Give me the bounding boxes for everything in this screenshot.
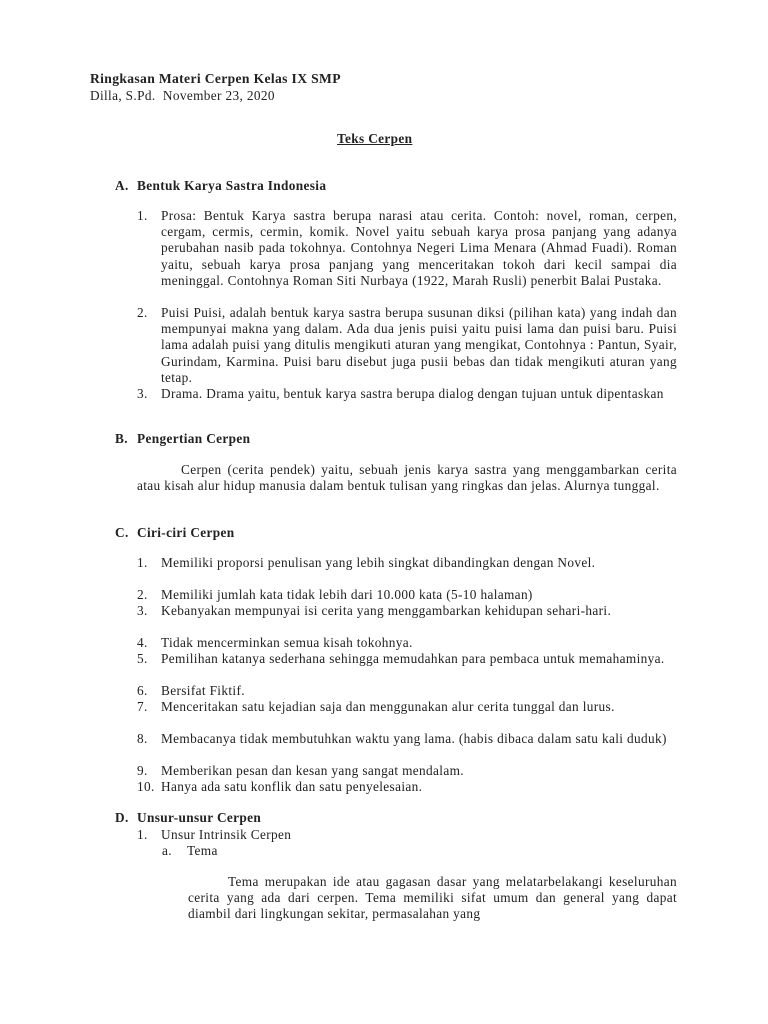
section-a-letter: A.: [115, 178, 129, 193]
list-item-number: 7.: [137, 699, 148, 714]
list-item: [137, 555, 677, 587]
list-item-number: 2.: [137, 305, 148, 320]
document-header-title: Ringkasan Materi Cerpen Kelas IX SMP: [90, 71, 341, 86]
list-item-text: Puisi Puisi, adalah bentuk karya sastra berupa susunan diksi (pilihan kata) yang indah dan mempunyai makna yang dalam. Ada dua jenis puisi yaitu puisi lama dan puisi baru. Puisi lama adalah puisi yang ditulis mengikuti aturan yang mengikat, Contohnya : Pantun, Syair, Gurindam, Karmina. Puisi baru disebut juga pusii bebas dan tidak mengikuti aturan yang tetap.: [161, 305, 677, 385]
list-item-number: 1.: [137, 555, 148, 570]
list-item-text: Tidak mencerminkan semua kisah tokohnya.: [161, 635, 413, 650]
list-item-text: Kebanyakan mempunyai isi cerita yang menggambarkan kehidupan sehari-hari.: [161, 603, 612, 618]
list-item: [137, 683, 677, 699]
list-item: [137, 731, 677, 763]
list-item: [137, 779, 677, 795]
section-b-paragraph: Cerpen (cerita pendek) yaitu, sebuah jenis karya sastra yang menggambarkan cerita atau kisah alur hidup manusia dalam bentuk tulisan yang ringkas dan jelas. Alurnya tunggal.: [137, 462, 677, 494]
list-item-number: 8.: [137, 731, 148, 746]
list-item: [137, 699, 677, 731]
section-c-letter: C.: [115, 525, 129, 540]
tema-paragraph: Tema merupakan ide atau gagasan dasar yang melatarbelakangi keseluruhan cerita yang ada dari cerpen. Tema memiliki sifat umum dan general yang dapat diambil dari lingkungan sekitar, permasalahan yang: [188, 874, 677, 922]
list-item: [137, 763, 677, 779]
list-item: [137, 208, 677, 305]
document-title: Teks Cerpen: [337, 131, 413, 146]
section-d-letter: D.: [115, 810, 129, 825]
document-header-meta: [90, 88, 275, 104]
list-item-text: Membacanya tidak membutuhkan waktu yang lama. (habis dibaca dalam satu kali duduk): [161, 731, 667, 746]
subsection-number: 1.: [137, 827, 148, 842]
list-item-number: 5.: [137, 651, 148, 666]
section-c-heading: [115, 525, 235, 541]
section-d-heading: [115, 810, 262, 826]
list-item-text: Hanya ada satu konflik dan satu penyelesaian.: [161, 779, 423, 794]
list-item-text: Bersifat Fiktif.: [161, 683, 245, 698]
list-item-number: 3.: [137, 386, 148, 401]
section-c-list: [137, 555, 677, 795]
list-item: [137, 386, 677, 419]
list-item-text: Memiliki proporsi penulisan yang lebih singkat dibandingkan dengan Novel.: [161, 555, 596, 570]
section-b-title: Pengertian Cerpen: [137, 431, 251, 446]
subsubsection-label: Tema: [187, 843, 218, 858]
list-item-text: Memiliki jumlah kata tidak lebih dari 10.000 kata (5-10 halaman): [161, 587, 533, 602]
list-item: [137, 603, 677, 635]
list-item-text: Menceritakan satu kejadian saja dan menggunakan alur cerita tunggal dan lurus.: [161, 699, 615, 714]
subsubsection-letter: a.: [162, 843, 172, 858]
subsection-intrinsik: [137, 827, 292, 843]
author-name: Dilla, S.Pd.: [90, 88, 156, 103]
list-item-number: 3.: [137, 603, 148, 618]
section-a-title: Bentuk Karya Sastra Indonesia: [137, 178, 327, 193]
section-b-heading: [115, 431, 251, 447]
list-item-text: Drama. Drama yaitu, bentuk karya sastra berupa dialog dengan tujuan untuk dipentaskan: [161, 386, 664, 401]
section-a-heading: [115, 178, 327, 194]
list-item-number: 10.: [137, 779, 155, 794]
list-item-text: Pemilihan katanya sederhana sehingga memudahkan para pembaca untuk memahaminya.: [161, 651, 665, 666]
subsubsection-tema: [162, 843, 218, 859]
list-item-text: Memberikan pesan dan kesan yang sangat mendalam.: [161, 763, 464, 778]
list-item: [137, 587, 677, 603]
section-c-title: Ciri-ciri Cerpen: [137, 525, 235, 540]
list-item-number: 4.: [137, 635, 148, 650]
document-date: November 23, 2020: [162, 88, 275, 103]
section-d-title: Unsur-unsur Cerpen: [137, 810, 262, 825]
section-a-list: [137, 208, 677, 419]
list-item-number: 2.: [137, 587, 148, 602]
list-item-number: 6.: [137, 683, 148, 698]
section-b-letter: B.: [115, 431, 128, 446]
list-item-text: Prosa: Bentuk Karya sastra berupa narasi atau cerita. Contoh: novel, roman, cerpen, cergam, cermis, cermin, komik. Novel yaitu sebuah karya prosa panjang yang adanya perubahan nasib pada tokohnya. Contohnya Negeri Lima Menara (Ahmad Fuadi). Roman yaitu, sebuah karya prosa panjang yang menceritakan tokoh dari kecil sampai dia meninggal. Contohnya Roman Siti Nurbaya (1922, Marah Rusli) penerbit Balai Pustaka.: [161, 208, 677, 288]
subsection-label: Unsur Intrinsik Cerpen: [161, 827, 292, 842]
list-item-number: 1.: [137, 208, 148, 223]
list-item: [137, 635, 677, 651]
list-item-number: 9.: [137, 763, 148, 778]
list-item: [137, 305, 677, 386]
list-item: [137, 651, 677, 683]
